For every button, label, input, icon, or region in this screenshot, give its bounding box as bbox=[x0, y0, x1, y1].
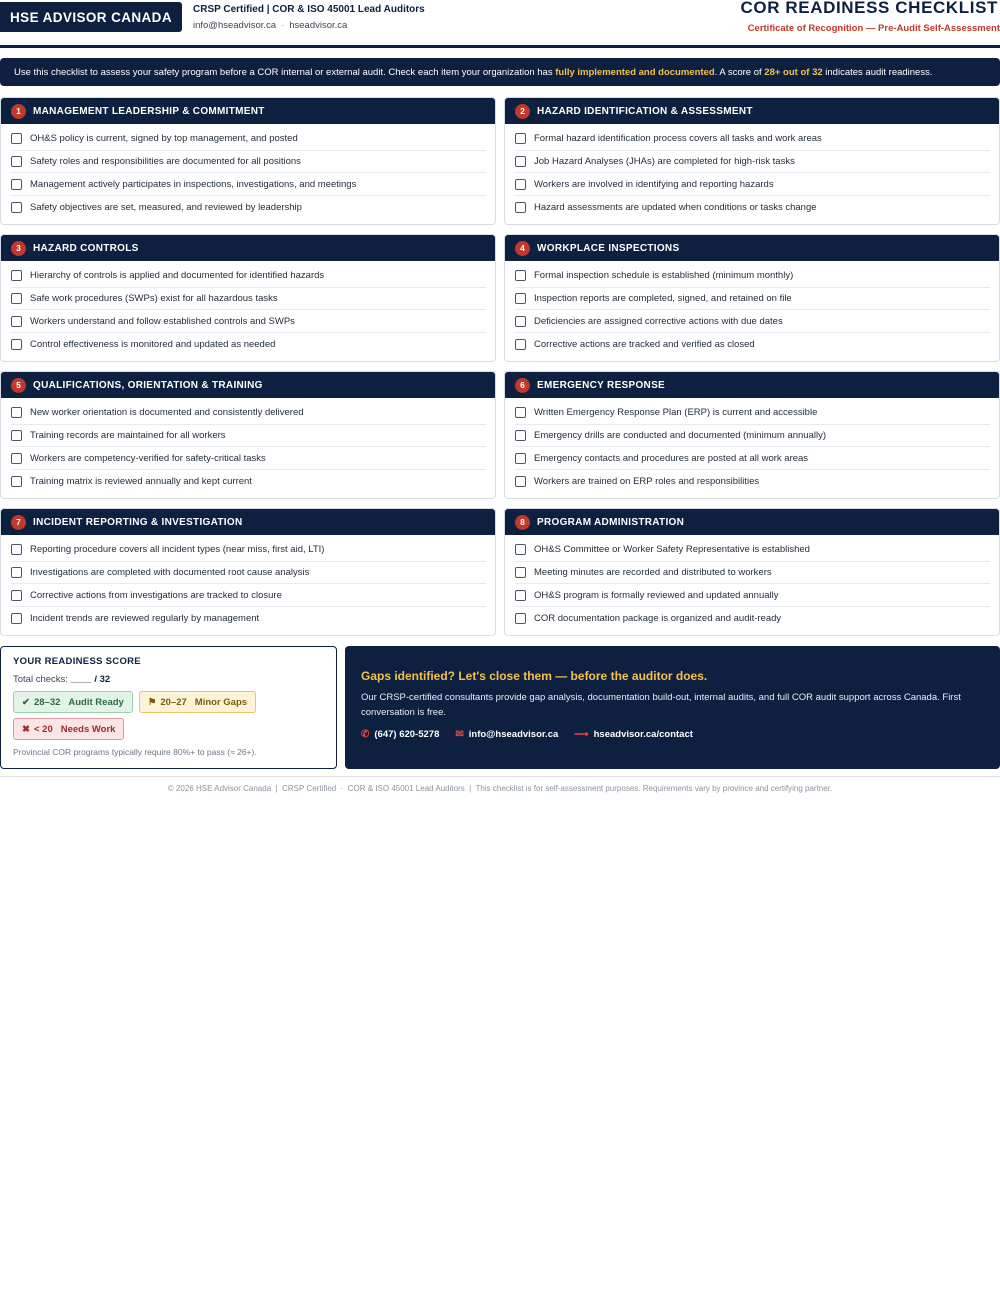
checklist-item bbox=[515, 402, 990, 425]
checklist-item bbox=[11, 607, 486, 630]
checklist-item bbox=[515, 196, 990, 219]
checkbox[interactable] bbox=[11, 407, 22, 418]
checkbox[interactable] bbox=[515, 476, 526, 487]
checkbox[interactable] bbox=[11, 544, 22, 555]
checklist-item-text: Corrective actions from investigations are tracked to closure bbox=[30, 589, 282, 601]
document-title: COR READINESS CHECKLIST bbox=[740, 0, 998, 17]
readiness-score-panel bbox=[0, 646, 337, 769]
cta-body: Our CRSP-certified consultants provide gap analysis, documentation build-out, internal audits, and full COR audit support across Canada. First conversation is free. bbox=[361, 692, 961, 718]
badge-range: 20–27 bbox=[160, 696, 187, 708]
checkbox[interactable] bbox=[11, 453, 22, 464]
checklist-item bbox=[11, 447, 486, 470]
checklist-item bbox=[515, 333, 990, 356]
checklist-item-text: Emergency contacts and procedures are posted at all work areas bbox=[534, 452, 809, 464]
section-number-badge: 5 bbox=[11, 378, 26, 393]
checklist-item-text: Job Hazard Analyses (JHAs) are completed for high-risk tasks bbox=[534, 156, 795, 168]
flag-icon: ⚑ bbox=[147, 696, 157, 708]
checklist-item bbox=[515, 607, 990, 630]
page-footer bbox=[0, 776, 1000, 793]
checklist-item-text: Workers are involved in identifying and reporting hazards bbox=[534, 178, 774, 190]
checklist-item-text: Written Emergency Response Plan (ERP) is current and accessible bbox=[534, 407, 818, 419]
checklist-item-text: Formal inspection schedule is established (minimum monthly) bbox=[534, 270, 794, 282]
checklist-item-text: Formal hazard identification process covers all tasks and work areas bbox=[534, 133, 822, 145]
section-number-badge: 1 bbox=[11, 104, 26, 119]
checkbox[interactable] bbox=[11, 270, 22, 281]
section-items bbox=[505, 261, 999, 356]
section-number-badge: 7 bbox=[11, 515, 26, 530]
score-total-blank[interactable]: ____ bbox=[70, 674, 92, 685]
checkbox[interactable] bbox=[11, 613, 22, 624]
checklist-item bbox=[11, 196, 486, 219]
section-header bbox=[1, 235, 495, 261]
checklist-item bbox=[11, 173, 486, 196]
section-items bbox=[505, 535, 999, 630]
header-website-link[interactable]: hseadvisor.ca bbox=[289, 20, 348, 31]
page-header bbox=[0, 0, 1000, 48]
badge-audit-ready bbox=[13, 691, 133, 713]
x-icon: ✖ bbox=[22, 723, 30, 735]
score-total bbox=[13, 674, 324, 685]
cta-links bbox=[361, 729, 984, 740]
section-header bbox=[505, 235, 999, 261]
checklist-section-1 bbox=[0, 97, 496, 225]
section-number-badge: 2 bbox=[515, 104, 530, 119]
checklist-section-6 bbox=[504, 371, 1000, 499]
score-total-max: / 32 bbox=[94, 674, 111, 685]
section-items bbox=[1, 535, 495, 630]
checklist-item-text: Management actively participates in inspections, investigations, and meetings bbox=[30, 178, 357, 190]
checklist-item bbox=[515, 447, 990, 470]
checklist-item-text: Hierarchy of controls is applied and documented for identified hazards bbox=[30, 270, 325, 282]
badge-range: < 20 bbox=[33, 723, 53, 735]
cta-email-link[interactable] bbox=[455, 729, 558, 740]
badge-label: Audit Ready bbox=[68, 696, 124, 708]
intro-text-part: Use this checklist to assess your safety program before a COR internal or external audit. Check each item your organization has bbox=[14, 66, 556, 78]
arrow-right-icon: ⟶ bbox=[574, 729, 589, 740]
score-title: YOUR READINESS SCORE bbox=[13, 656, 141, 667]
section-header bbox=[1, 98, 495, 124]
checklist-item bbox=[11, 584, 486, 607]
checklist-item-text: Investigations are completed with documented root cause analysis bbox=[30, 567, 310, 579]
checklist-item bbox=[515, 288, 990, 311]
checklist-item-text: COR documentation package is organized and audit-ready bbox=[534, 612, 782, 624]
checklist-item-text: Meeting minutes are recorded and distributed to workers bbox=[534, 567, 772, 579]
section-number-badge: 8 bbox=[515, 515, 530, 530]
checklist-item-text: OH&S policy is current, signed by top management, and posted bbox=[30, 133, 298, 145]
separator-dot: · bbox=[281, 20, 285, 31]
checklist-item-text: Deficiencies are assigned corrective actions with due dates bbox=[534, 315, 783, 327]
section-header bbox=[505, 509, 999, 535]
contact-line bbox=[193, 20, 347, 31]
checkbox[interactable] bbox=[515, 316, 526, 327]
checklist-item-text: Hazard assessments are updated when conditions or tasks change bbox=[534, 201, 817, 213]
checkbox[interactable] bbox=[11, 316, 22, 327]
check-icon: ✔ bbox=[22, 696, 30, 708]
section-items bbox=[505, 398, 999, 493]
section-items bbox=[1, 261, 495, 356]
section-header bbox=[505, 98, 999, 124]
checklist-item bbox=[11, 265, 486, 288]
intro-highlight-score: 28+ out of 32 bbox=[764, 66, 823, 78]
checkbox[interactable] bbox=[11, 156, 22, 167]
checklist-item bbox=[11, 151, 486, 174]
section-title: HAZARD CONTROLS bbox=[33, 242, 139, 254]
section-number-badge: 4 bbox=[515, 241, 530, 256]
section-title: EMERGENCY RESPONSE bbox=[537, 379, 666, 391]
checklist-item-text: Incident trends are reviewed regularly by management bbox=[30, 612, 260, 624]
section-header bbox=[1, 509, 495, 535]
checklist-item-text: Inspection reports are completed, signed, and retained on file bbox=[534, 293, 792, 305]
brand-logo: HSE ADVISOR CANADA bbox=[0, 2, 182, 32]
section-items bbox=[505, 124, 999, 219]
section-items bbox=[1, 398, 495, 493]
checklist-section-8 bbox=[504, 508, 1000, 636]
mail-icon: ✉ bbox=[455, 729, 464, 740]
cta-email-text: info@hseadvisor.ca bbox=[468, 729, 559, 740]
checklist-item-text: Workers understand and follow established controls and SWPs bbox=[30, 315, 295, 327]
checkbox[interactable] bbox=[11, 293, 22, 304]
footer-text: © 2026 HSE Advisor Canada | CRSP Certified · COR & ISO 45001 Lead Auditors | This checklist is for self-assessment purposes. Requirements vary by province and certifying partner. bbox=[167, 784, 833, 793]
intro-text bbox=[14, 67, 932, 78]
checkbox[interactable] bbox=[11, 430, 22, 441]
section-header bbox=[1, 372, 495, 398]
checklist-item bbox=[11, 425, 486, 448]
section-title: MANAGEMENT LEADERSHIP & COMMITMENT bbox=[33, 105, 265, 117]
checklist-item bbox=[11, 128, 486, 151]
checkbox[interactable] bbox=[515, 590, 526, 601]
checklist-item bbox=[11, 333, 486, 356]
badge-needs-work bbox=[13, 718, 124, 740]
checklist-item bbox=[11, 310, 486, 333]
section-number-badge: 6 bbox=[515, 378, 530, 393]
section-title: PROGRAM ADMINISTRATION bbox=[537, 516, 685, 528]
cta-website-text: hseadvisor.ca/contact bbox=[593, 729, 693, 740]
checklist-item bbox=[515, 173, 990, 196]
section-title: QUALIFICATIONS, ORIENTATION & TRAINING bbox=[33, 379, 263, 391]
checklist-item bbox=[11, 288, 486, 311]
checklist-item bbox=[515, 584, 990, 607]
intro-highlight-implemented: fully implemented and documented bbox=[555, 66, 715, 78]
score-total-label: Total checks: bbox=[13, 674, 68, 685]
checklist-section-7 bbox=[0, 508, 496, 636]
checkbox[interactable] bbox=[515, 270, 526, 281]
checkbox[interactable] bbox=[11, 590, 22, 601]
checkbox[interactable] bbox=[11, 339, 22, 350]
checkbox[interactable] bbox=[11, 567, 22, 578]
checkbox[interactable] bbox=[515, 567, 526, 578]
section-title: HAZARD IDENTIFICATION & ASSESSMENT bbox=[537, 105, 753, 117]
checklist-item-text: OH&S Committee or Worker Safety Representative is established bbox=[534, 544, 810, 556]
checkbox[interactable] bbox=[515, 133, 526, 144]
checkbox[interactable] bbox=[11, 202, 22, 213]
checklist-item-text: Safe work procedures (SWPs) exist for all hazardous tasks bbox=[30, 293, 278, 305]
checklist-section-5 bbox=[0, 371, 496, 499]
credentials-line: CRSP Certified | COR & ISO 45001 Lead Auditors bbox=[193, 4, 425, 15]
checklist-item bbox=[11, 539, 486, 562]
cta-heading: Gaps identified? Let's close them — before the auditor does. bbox=[361, 669, 708, 683]
section-items bbox=[1, 124, 495, 219]
badge-label: Minor Gaps bbox=[194, 696, 248, 708]
checklist-item bbox=[515, 425, 990, 448]
cta-phone-link[interactable] bbox=[361, 729, 439, 740]
checkbox[interactable] bbox=[11, 476, 22, 487]
checklist-item-text: Safety objectives are set, measured, and reviewed by leadership bbox=[30, 201, 302, 213]
checkbox[interactable] bbox=[515, 202, 526, 213]
contact-cta-panel bbox=[345, 646, 1000, 769]
checkbox[interactable] bbox=[515, 156, 526, 167]
checklist-item-text: Workers are competency-verified for safety-critical tasks bbox=[30, 452, 266, 464]
checklist-section-3 bbox=[0, 234, 496, 362]
checklist-item bbox=[515, 562, 990, 585]
checklist-item bbox=[515, 310, 990, 333]
intro-text-part: . A score of bbox=[714, 66, 765, 78]
badge-label: Needs Work bbox=[60, 723, 116, 735]
phone-icon: ✆ bbox=[361, 729, 370, 740]
score-note: Provincial COR programs typically require 80%+ to pass (≈ 26+). bbox=[13, 747, 257, 757]
checklist-item-text: Reporting procedure covers all incident types (near miss, first aid, LTI) bbox=[30, 544, 325, 556]
checklist-item bbox=[515, 128, 990, 151]
checklist-item bbox=[11, 402, 486, 425]
intro-banner bbox=[0, 58, 1000, 86]
checkbox[interactable] bbox=[11, 179, 22, 190]
checkbox[interactable] bbox=[515, 407, 526, 418]
header-email-link[interactable]: info@hseadvisor.ca bbox=[193, 20, 277, 31]
checklist-item-text: Training records are maintained for all workers bbox=[30, 430, 226, 442]
section-title: INCIDENT REPORTING & INVESTIGATION bbox=[33, 516, 243, 528]
checklist-item bbox=[515, 470, 990, 493]
badge-range: 28–32 bbox=[33, 696, 61, 708]
checkbox[interactable] bbox=[515, 453, 526, 464]
checkbox[interactable] bbox=[515, 544, 526, 555]
badge-minor-gaps bbox=[139, 691, 256, 713]
checklist-item-text: OH&S program is formally reviewed and updated annually bbox=[534, 589, 779, 601]
cta-phone-text: (647) 620-5278 bbox=[374, 729, 440, 740]
section-number-badge: 3 bbox=[11, 241, 26, 256]
cta-website-link[interactable] bbox=[574, 729, 693, 740]
checkbox[interactable] bbox=[515, 293, 526, 304]
checkbox[interactable] bbox=[11, 133, 22, 144]
checklist-item-text: Corrective actions are tracked and verified as closed bbox=[534, 338, 755, 350]
checklist-item bbox=[11, 562, 486, 585]
checklist-item-text: Workers are trained on ERP roles and responsibilities bbox=[534, 475, 760, 487]
checkbox[interactable] bbox=[515, 430, 526, 441]
checkbox[interactable] bbox=[515, 613, 526, 624]
checklist-section-2 bbox=[504, 97, 1000, 225]
checklist-item bbox=[515, 265, 990, 288]
section-title: WORKPLACE INSPECTIONS bbox=[537, 242, 680, 254]
checklist-section-4 bbox=[504, 234, 1000, 362]
checklist-item-text: New worker orientation is documented and consistently delivered bbox=[30, 407, 304, 419]
section-header bbox=[505, 372, 999, 398]
checklist-item bbox=[515, 151, 990, 174]
checklist-item bbox=[515, 539, 990, 562]
checklist-item-text: Safety roles and responsibilities are documented for all positions bbox=[30, 156, 301, 168]
checkbox[interactable] bbox=[515, 179, 526, 190]
checklist-item-text: Training matrix is reviewed annually and kept current bbox=[30, 475, 252, 487]
document-subtitle: Certificate of Recognition — Pre-Audit Self-Assessment bbox=[747, 23, 1000, 34]
score-badges bbox=[13, 691, 324, 745]
checklist-item bbox=[11, 470, 486, 493]
intro-text-part: indicates audit readiness. bbox=[822, 66, 933, 78]
checklist-item-text: Control effectiveness is monitored and updated as needed bbox=[30, 338, 276, 350]
checkbox[interactable] bbox=[515, 339, 526, 350]
checklist-item-text: Emergency drills are conducted and documented (minimum annually) bbox=[534, 430, 827, 442]
